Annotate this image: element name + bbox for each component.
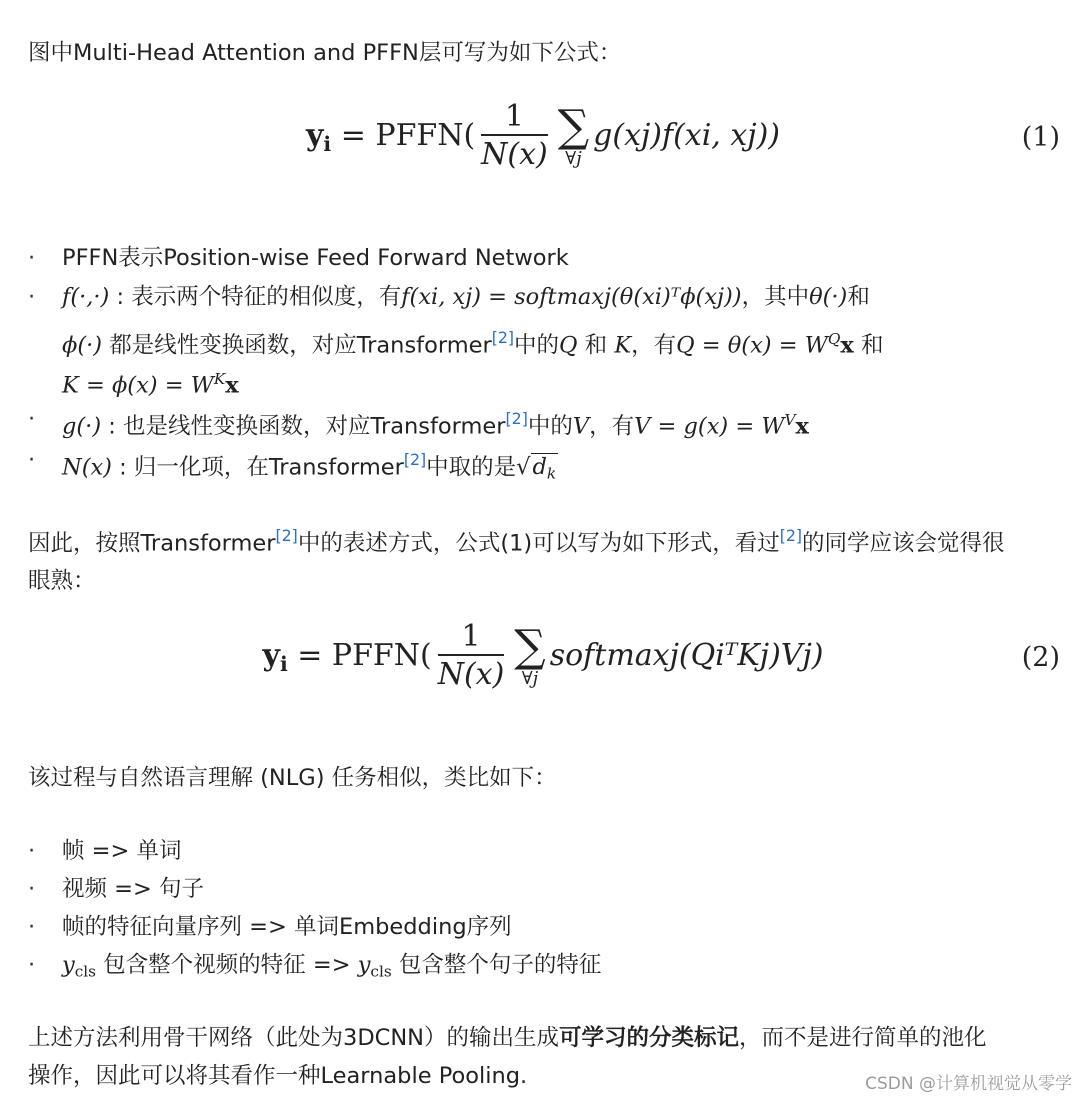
intro-text: 图中Multi-Head Attention and PFFN层可写为如下公式： — [28, 40, 622, 66]
eq1-pffn: = PFFN( — [331, 118, 476, 153]
citation-link[interactable]: [2] — [779, 526, 803, 545]
eq2-sum: ∑ ∀j — [514, 621, 546, 689]
eq1-sum: ∑ ∀j — [557, 101, 590, 169]
bold-phrase: 可学习的分类标记 — [559, 1025, 740, 1051]
eq2-y: y — [262, 638, 280, 673]
eq2-y-sub: i — [279, 652, 288, 677]
citation-link[interactable]: [2] — [505, 409, 528, 428]
equation-1 — [0, 100, 1086, 190]
equation-1-number: (1) — [1021, 122, 1060, 153]
equation-2-number: (2) — [1021, 642, 1060, 673]
citation-link[interactable]: [2] — [491, 328, 515, 347]
citation-link[interactable]: [2] — [403, 450, 427, 469]
watermark: CSDN @计算机视觉从零学 — [865, 1074, 1072, 1094]
eq2-pffn: = PFFN( — [287, 638, 432, 673]
sqrt-dk: $√d_k$ — [516, 454, 557, 484]
eq1-y: y — [305, 118, 324, 153]
eq1-y-sub: i — [323, 132, 332, 157]
equation-2 — [0, 620, 1086, 710]
eq2-fraction: $\frac{1}{N(x)}$ — [437, 619, 505, 692]
paragraph-3: 该过程与自然语言理解 (NLG) 任务相似，类比如下： — [28, 765, 557, 791]
paragraph-2: 因此，按照Transformer[2]中的表述方式，公式(1)可以写为如下形式，看过[2]的同学应该会觉得很 眼熟： — [28, 526, 1005, 595]
paragraph-4: 上述方法利用骨干网络（此处为3DCNN）的输出生成可学习的分类标记，而不是进行简单的池化 操作，因此可以将其看作一种Learnable Pooling. — [28, 1025, 987, 1089]
citation-link[interactable]: [2] — [275, 526, 298, 545]
eq2-rest: softmaxj(QiᵀKj)Vj) — [549, 638, 824, 673]
eq1-fraction: $\frac{1}{N(x)}$ — [481, 99, 548, 172]
eq1-rest: g(xj)f(xi, xj)) — [593, 118, 781, 153]
